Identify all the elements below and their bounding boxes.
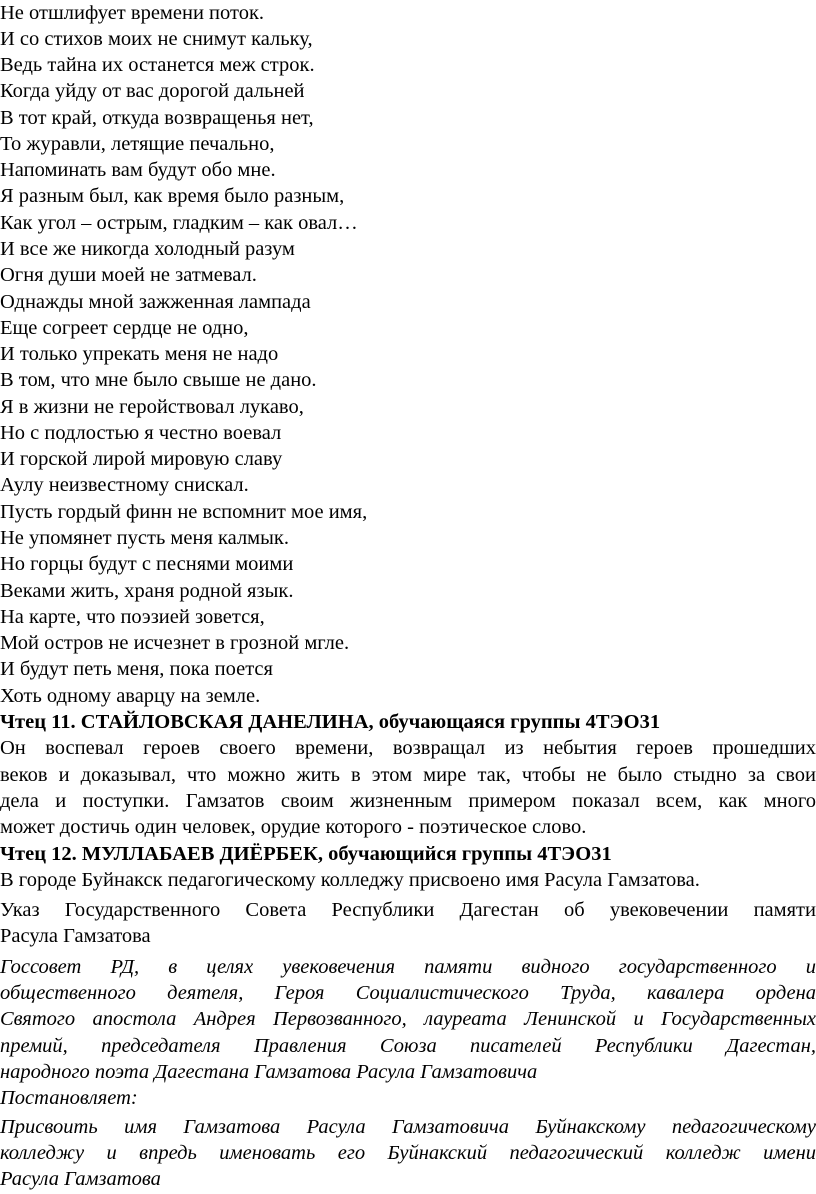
poem-line: Не отшлифует времени поток.	[0, 2, 265, 24]
poem-line: И все же никогда холодный разум	[0, 238, 295, 260]
poem-line: И со стихов моих не снимут кальку,	[0, 28, 313, 50]
poem-line: И только упрекать меня не надо	[0, 343, 279, 365]
poem-line: Хоть одному аварцу на земле.	[0, 685, 261, 707]
poem-line: Мой остров не исчезнет в грозной мгле.	[0, 632, 350, 654]
reader-11-text-line: Он воспевал героев своего времени, возвращал из небытия героев прошедших	[0, 737, 816, 759]
resolution-line: Присвоить имя Гамзатова Расула Гамзатовича Буйнакскому педагогическому	[0, 1116, 816, 1138]
poem-line: Еще согреет сердце не одно,	[0, 317, 249, 339]
reader-11-text-line: может достичь один человек, орудие которого - поэтическое слово.	[0, 816, 587, 838]
resolution-line: колледжу и впредь именовать его Буйнакский педагогический колледж имени	[0, 1142, 816, 1164]
decree-title-line: Указ Государственного Совета Республики Дагестан об увековечении памяти	[0, 899, 816, 921]
resolution-line: Расула Гамзатова	[0, 1168, 161, 1190]
decree-title-line: Расула Гамзатова	[0, 925, 151, 947]
decree-resolves: Постановляет:	[0, 1087, 138, 1109]
poem-line: Когда уйду от вас дорогой дальней	[0, 80, 305, 102]
decree-body-line: Святого апостола Андрея Первозванного, лауреата Ленинской и Государственных	[0, 1008, 816, 1030]
poem-line: Однажды мной зажженная лампада	[0, 291, 311, 313]
poem-line: На карте, что поэзией зовется,	[0, 606, 265, 628]
decree-body-line: общественного деятеля, Героя Социалистического Труда, кавалера ордена	[0, 982, 816, 1004]
reader-11-text-line: дела и поступки. Гамзатов своим жизненным примером показал всем, как много	[0, 790, 816, 812]
decree-body-line: премий, председателя Правления Союза писателей Республики Дагестан,	[0, 1035, 816, 1057]
decree-body-line: народного поэта Дагестана Гамзатова Расула Гамзатовича	[0, 1061, 538, 1083]
poem-line: В том, что мне было свыше не дано.	[0, 369, 317, 391]
poem-line: Не упомянет пусть меня калмык.	[0, 527, 290, 549]
reader-12-text-line: В городе Буйнакск педагогическому колледжу присвоено имя Расула Гамзатова.	[0, 869, 700, 891]
poem-line: Но горцы будут с песнями моими	[0, 553, 294, 575]
poem-line: Я разным был, как время было разным,	[0, 185, 345, 207]
poem-line: Пусть гордый финн не вспомнит мое имя,	[0, 501, 368, 523]
poem-line: Веками жить, храня родной язык.	[0, 580, 294, 602]
poem-line: То журавли, летящие печально,	[0, 133, 275, 155]
poem-line: Как угол – острым, гладким – как овал…	[0, 212, 358, 234]
decree-body-line: Госсовет РД, в целях увековечения памяти видного государственного и	[0, 956, 816, 978]
reader-11-heading: Чтец 11. СТАЙЛОВСКАЯ ДАНЕЛИНА, обучающаяся группы 4ТЭО31	[0, 711, 661, 733]
poem-line: И будут петь меня, пока поется	[0, 658, 273, 680]
poem-line: И горской лирой мировую славу	[0, 448, 283, 470]
poem-line: Ведь тайна их останется меж строк.	[0, 54, 315, 76]
poem-line: В тот край, откуда возвращенья нет,	[0, 107, 314, 129]
poem-line: Огня души моей не затмевал.	[0, 264, 257, 286]
poem-line: Я в жизни не геройствовал лукаво,	[0, 396, 304, 418]
poem-line: Аулу неизвестному снискал.	[0, 474, 249, 496]
reader-12-heading: Чтец 12. МУЛЛАБАЕВ ДИЁРБЕК, обучающийся группы 4ТЭО31	[0, 843, 612, 865]
poem-line: Напоминать вам будут обо мне.	[0, 159, 276, 181]
reader-11-text-line: веков и доказывал, что можно жить в этом мире так, чтобы не было стыдно за свои	[0, 764, 816, 786]
poem-line: Но с подлостью я честно воевал	[0, 422, 282, 444]
